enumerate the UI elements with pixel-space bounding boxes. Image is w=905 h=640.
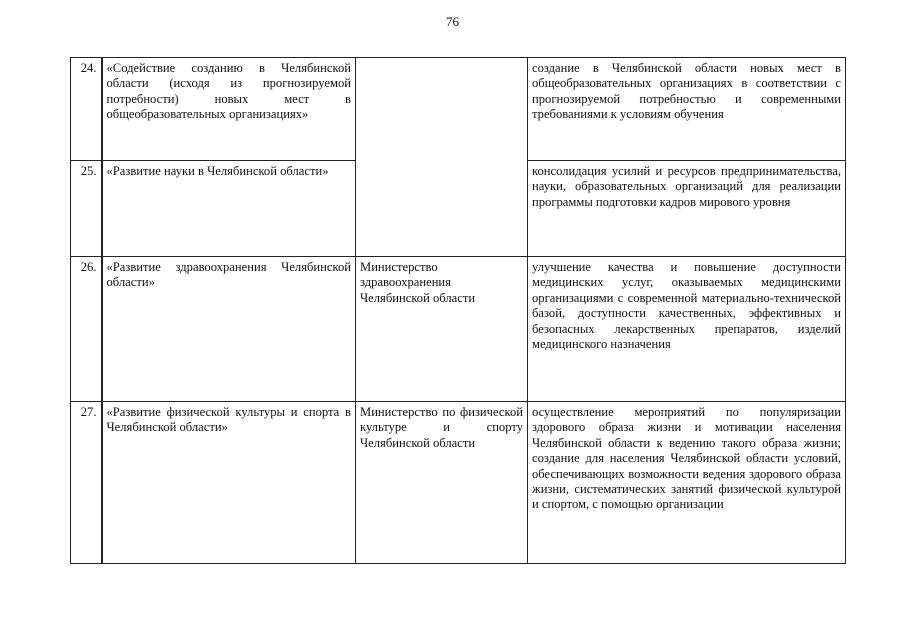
table-row (71, 402, 846, 564)
page-number: 76 (446, 14, 459, 29)
program-goal: улучшение качества и повышение доступности медицинских услуг, оказываемых медицинскими организациями с современной материально-технической базой, доступности качественных, эффективных и безопасных лекарственных препаратов, изделий медицинского назначения (528, 257, 846, 402)
program-goal: осуществление мероприятий по популяризации здорового образа жизни и мотивации населения Челябинской области к ведению такого образа жизни; создание для населения Челябинской области условий, обеспечивающих возможности ведения здорового образа жизни, систематических занятий физической культурой и спортом, с помощью организации (528, 402, 846, 564)
program-name: «Развитие физической культуры и спорта в Челябинской области» (102, 402, 356, 564)
row-number: 24. (71, 58, 102, 161)
programs-table (70, 57, 846, 564)
program-name: «Содействие созданию в Челябинской области (исходя из прогнозируемой потребности) новых мест в общеобразовательных организациях» (102, 58, 356, 161)
table-row (71, 257, 846, 402)
table-row (71, 58, 846, 161)
responsible-executor: Министерство здравоохранения Челябинской области (356, 257, 528, 402)
program-name: «Развитие здравоохранения Челябинской области» (102, 257, 356, 402)
responsible-executor (356, 58, 528, 257)
row-number: 25. (71, 161, 102, 257)
row-number: 27. (71, 402, 102, 564)
responsible-executor: Министерство по физической культуре и спорту Челябинской области (356, 402, 528, 564)
program-name: «Развитие науки в Челябинской области» (102, 161, 356, 257)
program-goal: консолидация усилий и ресурсов предпринимательства, науки, образовательных организаций для реализации программы подготовки кадров мирового уровня (528, 161, 846, 257)
row-number: 26. (71, 257, 102, 402)
program-goal: создание в Челябинской области новых мест в общеобразовательных организациях в соответствии с прогнозируемой потребностью и современными требованиями к условиям обучения (528, 58, 846, 161)
